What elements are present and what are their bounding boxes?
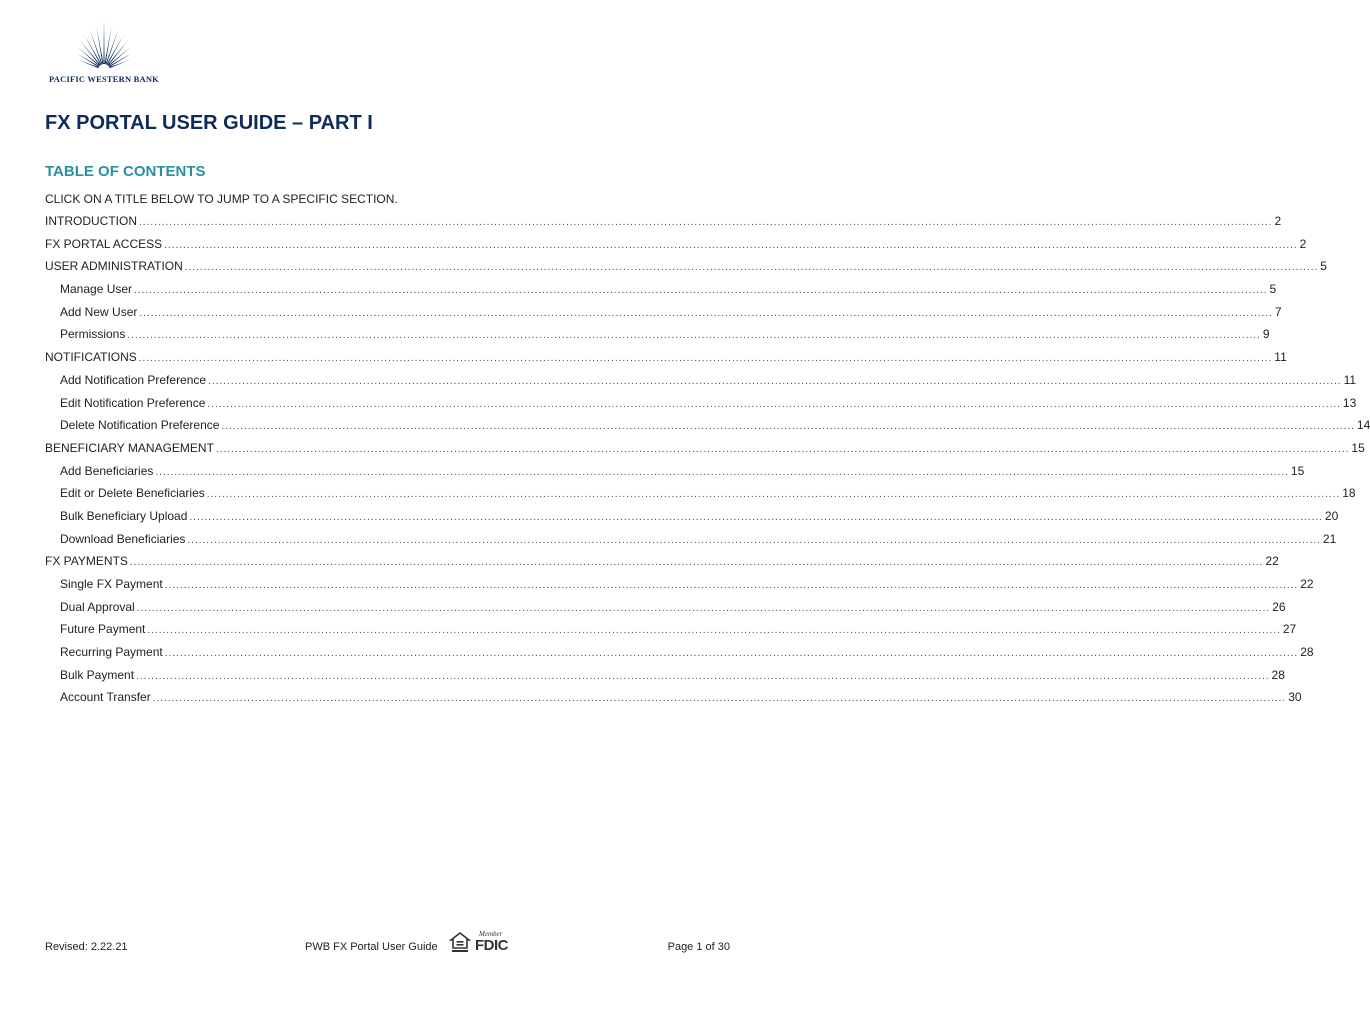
toc-entry-page: 2 [1274,214,1282,228]
toc-entry-page: 28 [1300,645,1314,660]
bank-logo [44,18,164,86]
toc-entry-page: 13 [1342,395,1357,410]
toc-entry-label: Account Transfer [60,690,151,705]
toc-leader-dots: ............................................................................................................................................................................................................................................................................................................ [152,693,1287,705]
toc-entry-page: 14 [1356,418,1370,433]
toc-entry-label: Add New User [60,304,138,319]
toc-entry-label: Future Payment [60,622,146,637]
toc-leader-dots: ............................................................................................................................................................................................................................................................................................................ [139,307,1273,319]
toc-entry[interactable] [45,641,1314,664]
toc-entry[interactable] [45,210,1282,233]
toc-entry-label: FX PORTAL ACCESS [45,236,163,251]
toc-entry-page: 5 [1269,282,1277,297]
toc-entry[interactable] [45,255,1327,278]
toc-instructions: CLICK ON A TITLE BELOW TO JUMP TO A SPECIFIC SECTION. [45,192,398,206]
page-number: Page 1 of 30 [667,941,730,953]
toc-leader-dots: ............................................................................................................................................................................................................................................................................................................ [207,398,1341,410]
toc-entry-page: 11 [1274,350,1287,365]
toc-entry-page: 5 [1320,259,1327,274]
toc-entry-page: 22 [1300,577,1314,591]
equal-housing-lender-icon [450,932,470,954]
toc-entry[interactable] [45,301,1282,324]
toc-leader-dots: ............................................................................................................................................................................................................................................................................................................ [208,375,1342,387]
toc-entry-page: 9 [1262,327,1270,342]
toc-entry[interactable] [45,482,1356,505]
toc-entry-label: Recurring Payment [60,645,163,660]
toc-leader-dots: ............................................................................................................................................................................................................................................................................................................ [134,285,1268,297]
toc-entry-label: Permissions [60,327,126,342]
toc-entry-label: Add Beneficiaries [60,463,154,478]
toc-entry-label: INTRODUCTION [45,214,137,228]
toc-entry-page: 15 [1351,440,1365,455]
toc-entry-label: Bulk Beneficiary Upload [60,508,188,523]
toc-leader-dots: ............................................................................................................................................................................................................................................................................................................ [206,489,1341,501]
toc-entry-label: NOTIFICATIONS [45,350,137,365]
toc-entry-page: 22 [1265,554,1279,569]
toc-entry-label: Add Notification Preference [60,372,207,387]
toc-entry[interactable] [45,369,1357,392]
toc-leader-dots: ............................................................................................................................................................................................................................................................................................................ [164,239,1298,251]
toc-entry-page: 2 [1299,236,1307,251]
document-title: FX PORTAL USER GUIDE – PART I [45,112,373,134]
toc-entry[interactable] [45,573,1314,596]
toc-entry[interactable] [45,550,1279,573]
toc-entry[interactable] [45,233,1307,256]
toc-entry-page: 28 [1271,667,1285,682]
toc-leader-dots: ............................................................................................................................................................................................................................................................................................................ [184,262,1319,274]
toc-entry-label: Dual Approval [60,599,135,614]
toc-entry-label: Download Beneficiaries [60,531,186,546]
toc-leader-dots: ............................................................................................................................................................................................................................................................................................................ [215,443,1350,455]
toc-entry[interactable] [45,392,1357,415]
toc-entry[interactable] [45,460,1305,483]
toc-entry[interactable] [45,437,1365,460]
toc-entry-page: 7 [1274,304,1282,319]
toc-leader-dots: ............................................................................................................................................................................................................................................................................................................ [189,511,1323,523]
toc-entry-label: FX PAYMENTS [45,554,128,569]
toc-entry-page: 30 [1288,690,1302,705]
toc-entry-page: 26 [1272,599,1286,614]
toc-entry-label: USER ADMINISTRATION [45,259,183,274]
table-of-contents [45,210,1370,709]
toc-entry[interactable] [45,414,1370,437]
toc-entry-page: 20 [1324,508,1339,523]
toc-leader-dots: ............................................................................................................................................................................................................................................................................................................ [127,330,1261,342]
toc-entry[interactable] [45,664,1285,687]
toc-entry-label: Delete Notification Preference [60,418,220,433]
toc-entry[interactable] [45,505,1339,528]
toc-leader-dots: ............................................................................................................................................................................................................................................................................................................ [129,557,1264,569]
revised-date: Revised: 2.22.21 [45,941,128,953]
toc-entry-page: 15 [1290,463,1305,478]
toc-entry-page: 21 [1322,531,1337,546]
toc-leader-dots: ............................................................................................................................................................................................................................................................................................................ [221,421,1355,433]
toc-entry[interactable] [45,346,1287,369]
toc-leader-dots: ............................................................................................................................................................................................................................................................................................................ [136,602,1271,614]
toc-entry-label: BENEFICIARY MANAGEMENT [45,440,214,455]
toc-entry[interactable] [45,323,1270,346]
toc-entry[interactable] [45,618,1297,641]
toc-entry[interactable] [45,686,1302,709]
fdic-text: FDIC [475,937,508,954]
toc-entry-label: Bulk Payment [60,667,135,682]
toc-leader-dots: ............................................................................................................................................................................................................................................................................................................ [164,580,1299,591]
toc-leader-dots: ............................................................................................................................................................................................................................................................................................................ [139,217,1273,228]
starburst-logo-icon [44,18,164,76]
toc-leader-dots: ............................................................................................................................................................................................................................................................................................................ [155,466,1289,478]
footer-doc-name: PWB FX Portal User Guide [305,941,438,953]
toc-entry-page: 18 [1342,486,1356,501]
toc-entry[interactable] [45,528,1337,551]
toc-leader-dots: ............................................................................................................................................................................................................................................................................................................ [164,648,1299,660]
toc-leader-dots: ............................................................................................................................................................................................................................................................................................................ [136,670,1270,682]
toc-entry[interactable] [45,278,1277,301]
toc-entry-label: Edit Notification Preference [60,395,206,410]
toc-leader-dots: ............................................................................................................................................................................................................................................................................................................ [147,625,1281,637]
toc-entry-label: Manage User [60,282,133,297]
toc-entry[interactable] [45,596,1286,619]
bank-name: PACIFIC WESTERN BANK [49,74,159,84]
toc-heading: TABLE OF CONTENTS [45,163,206,180]
page-footer [45,930,730,960]
toc-entry-label: Edit or Delete Beneficiaries [60,486,205,501]
fdic-member-text: Member [479,930,503,938]
toc-entry-label: Single FX Payment [60,577,163,591]
toc-leader-dots: ............................................................................................................................................................................................................................................................................................................ [138,353,1273,365]
toc-entry-page: 27 [1282,622,1297,637]
toc-entry-page: 11 [1343,372,1357,387]
toc-leader-dots: ............................................................................................................................................................................................................................................................................................................ [187,534,1321,546]
fdic-member-badge [475,930,513,954]
